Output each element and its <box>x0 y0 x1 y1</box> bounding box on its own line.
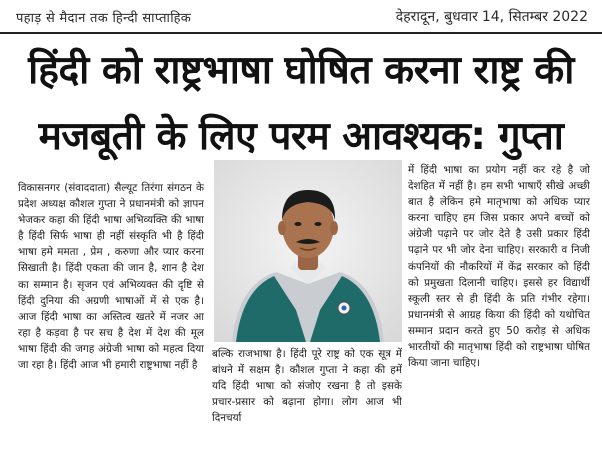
dateline-place-day: देहरादून, बुधवार <box>395 9 478 25</box>
ear-right <box>330 221 338 235</box>
article-headline <box>0 38 602 170</box>
ear-left <box>278 221 286 235</box>
newspaper-tagline: पहाड़ से मैदान तक हिन्दी साप्ताहिक <box>16 11 192 26</box>
dateline <box>396 7 588 26</box>
article-text-left: विकासनगर (संवाददाता) सैल्यूट तिरंगा संगठन के प्रदेश अध्यक्ष कौशल गुप्ता ने प्रधानमंत्री को ज्ञापन भेजकर कहा की हिंदी भाषा अभिव्यक्ति की भाषा है हिंदी सिर्फ भाषा ही नहीं संस्कृति भी है हिंदी भाषा हमे ममता , प्रेम , करुणा और प्यार करना सिखाती है। हिंदी एकता की जान है, शान है देश का सम्मान है। सृजन एवं अभिव्यक्त की दृष्टि से हिंदी दुनिया की अग्रणी भाषाओं में से एक है। आज हिंदी भाषा का अस्तित्व खतरे में नजर आ रहा है कड़वा है पर सच है देश में देश की मूल भाषा हिंदी की जगह अंग्रेजी भाषा को महत्व दिया जा रहा है। हिंदी आज भी हमारी राष्ट्रभाषा नहीं है <box>18 182 204 372</box>
article-text-right: में हिंदी भाषा का प्रयोग नहीं कर रहे है जो देशहित में नहीं है। हम सभी भाषाएँ सीखे अच्छी बात है लेकिन हमे मातृभाषा को अधिक प्यार करना चाहिए हम जिस प्रकार अपने बच्चों को अंग्रेजी पढ़ाने पर जोर देते है उसी प्रकार हिंदी पढ़ाने पर भी जोर देना चाहिए। सरकारी व निजी कंपनियों की नौकरियों में केंद्र सरकार को हिंदी को प्रमुखता दिलानी चाहिए। इससे हर विद्यार्थी स्कूली स्तर से ही हिंदी के प्रति गंभीर रहेगा। प्रधानमंत्री से आग्रह किया की हिंदी को यथोचित सम्मान प्रदान करते हुए 50 करोड़ से अधिक भारतीयों की मातृभाषा हिंदी को राष्ट्रभाषा घोषित किया जाना चाहिए। <box>408 164 590 370</box>
portrait-photo <box>214 160 402 342</box>
headline-line-1: हिंदी को राष्ट्रभाषा घोषित करना राष्ट्र की <box>28 48 574 93</box>
headline-line-2: मजबूती के लिए परम आवश्यक: गुप्ता <box>38 114 564 159</box>
eye-left <box>295 222 302 226</box>
article-column-right <box>408 162 590 450</box>
portrait-illustration <box>214 160 402 342</box>
dateline-date: 14, सितम्बर 2022 <box>481 9 588 25</box>
article-text-middle: बल्कि राजभाषा है। हिंदी पूरे राष्ट्र को एक सूत्र में बांधने में सक्षम है। कौशल गुप्ता ने कहा की हमें यदि हिंदी भाषा को संजोए रखना है तो इसके प्रचार-प्रसार को बढ़ाना होगा। लोग आज भी दिनचर्या <box>212 348 402 425</box>
pin-center <box>342 306 347 311</box>
eye-right <box>315 222 322 226</box>
article-column-middle <box>212 346 402 448</box>
masthead <box>0 0 602 34</box>
article-column-left <box>18 180 204 448</box>
